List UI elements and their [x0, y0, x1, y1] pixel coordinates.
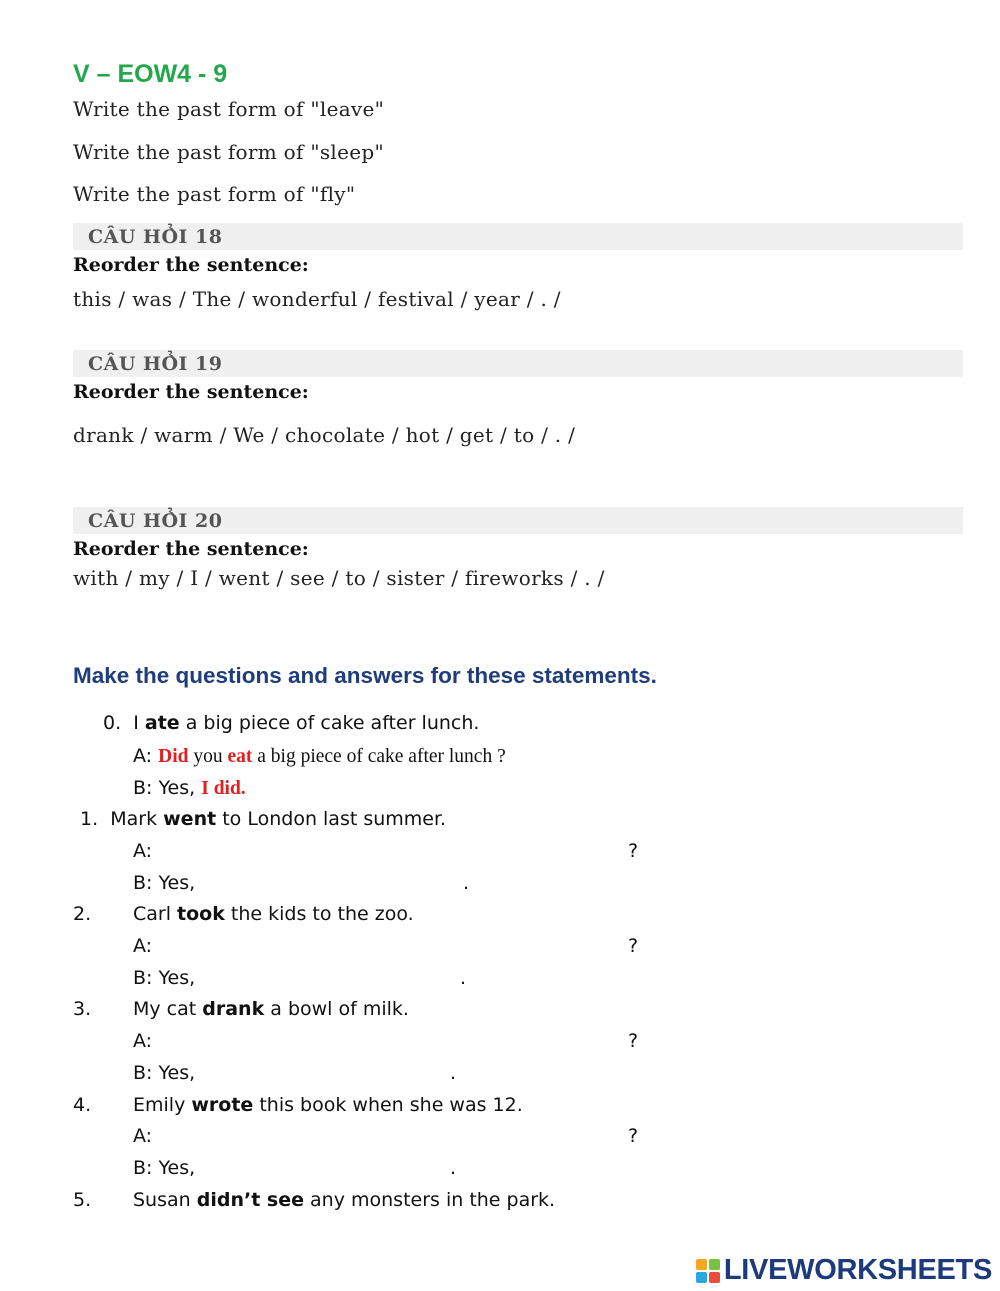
statement-verb: took	[177, 903, 225, 925]
answer-period: .	[450, 1157, 457, 1179]
question-header-bar	[73, 507, 963, 534]
past-form-prompt: Write the past form of "leave"	[73, 97, 385, 121]
statement-pre: Emily	[133, 1094, 192, 1116]
question-mark: ?	[628, 1030, 639, 1052]
statement-line	[133, 1094, 523, 1116]
statement-post: a bowl of milk.	[264, 998, 409, 1020]
statement-line	[133, 903, 414, 925]
a-label: A:	[133, 840, 153, 862]
liveworksheets-logo[interactable]	[696, 1254, 992, 1287]
statement-pre: Mark	[110, 808, 164, 830]
section-heading: Make the questions and answers for these statements.	[73, 663, 657, 688]
question-mark: ?	[628, 935, 639, 957]
statement-verb: wrote	[191, 1094, 254, 1116]
statement-line	[133, 1189, 555, 1211]
item-number: 2.	[73, 903, 92, 925]
a-label: A:	[133, 1030, 153, 1052]
b-label: B: Yes,	[133, 1157, 196, 1179]
statement-verb: ate	[144, 712, 180, 734]
item-number: 0.	[103, 712, 122, 734]
item-number: 3.	[73, 998, 92, 1020]
b-label: B: Yes,	[133, 967, 196, 989]
question-post: a big piece of cake after lunch ?	[252, 746, 506, 767]
b-label: B: Yes,	[133, 1062, 196, 1084]
item-number: 4.	[73, 1094, 92, 1116]
statement-post: to London last summer.	[216, 808, 447, 830]
reorder-instruction: Reorder the sentence:	[73, 538, 309, 560]
answer-period: .	[460, 967, 467, 989]
reorder-instruction: Reorder the sentence:	[73, 254, 309, 276]
question-header-bar	[73, 223, 963, 250]
statement-pre: I	[133, 712, 145, 734]
answer-period: .	[450, 1062, 457, 1084]
question-mark: ?	[628, 840, 639, 862]
scrambled-words: this / was / The / wonderful / festival / year / . /	[73, 287, 561, 311]
a-label: A:	[133, 745, 159, 767]
statement-post: this book when she was 12.	[253, 1094, 523, 1116]
logo-icon	[696, 1259, 720, 1283]
answer-text: I did.	[201, 778, 246, 799]
statement-line	[80, 808, 446, 830]
question-label: CÂU HỎ̀I 19	[88, 353, 223, 375]
example-question	[133, 745, 506, 768]
question-header-bar	[73, 350, 963, 377]
scrambled-words: with / my / I / went / see / to / sister / fireworks / . /	[73, 566, 605, 590]
question-mark: ?	[628, 1125, 639, 1147]
scrambled-words: drank / warm / We / chocolate / hot / get / to / . /	[73, 423, 576, 447]
worksheet-title: V – EOW4 - 9	[73, 60, 228, 88]
example-statement	[103, 712, 479, 734]
verb-word: eat	[227, 746, 253, 767]
b-label: B: Yes,	[133, 777, 202, 799]
statement-post: the kids to the zoo.	[224, 903, 414, 925]
past-form-prompt: Write the past form of "sleep"	[73, 140, 385, 164]
question-label: CÂU HỎ̀I 20	[88, 510, 223, 532]
statement-pre: Carl	[133, 903, 178, 925]
statement-pre: My cat	[133, 998, 203, 1020]
a-label: A:	[133, 1125, 153, 1147]
question-mid: you	[188, 746, 228, 767]
reorder-instruction: Reorder the sentence:	[73, 381, 309, 403]
item-number: 5.	[73, 1189, 92, 1211]
question-label: CÂU HỎ̀I 18	[88, 226, 223, 248]
statement-post: a big piece of cake after lunch.	[179, 712, 480, 734]
b-label: B: Yes,	[133, 872, 196, 894]
answer-period: .	[463, 872, 470, 894]
item-number: 1.	[80, 808, 99, 830]
statement-verb: drank	[202, 998, 265, 1020]
statement-pre: Susan	[133, 1189, 197, 1211]
statement-post: any monsters in the park.	[303, 1189, 556, 1211]
statement-line	[133, 998, 409, 1020]
past-form-prompt: Write the past form of "fly"	[73, 182, 356, 206]
example-answer	[133, 777, 246, 800]
statement-verb: went	[163, 808, 217, 830]
statement-verb: didn’t see	[196, 1189, 304, 1211]
did-word: Did	[158, 746, 189, 767]
logo-text: LIVEWORKSHEETS	[723, 1254, 992, 1286]
a-label: A:	[133, 935, 153, 957]
